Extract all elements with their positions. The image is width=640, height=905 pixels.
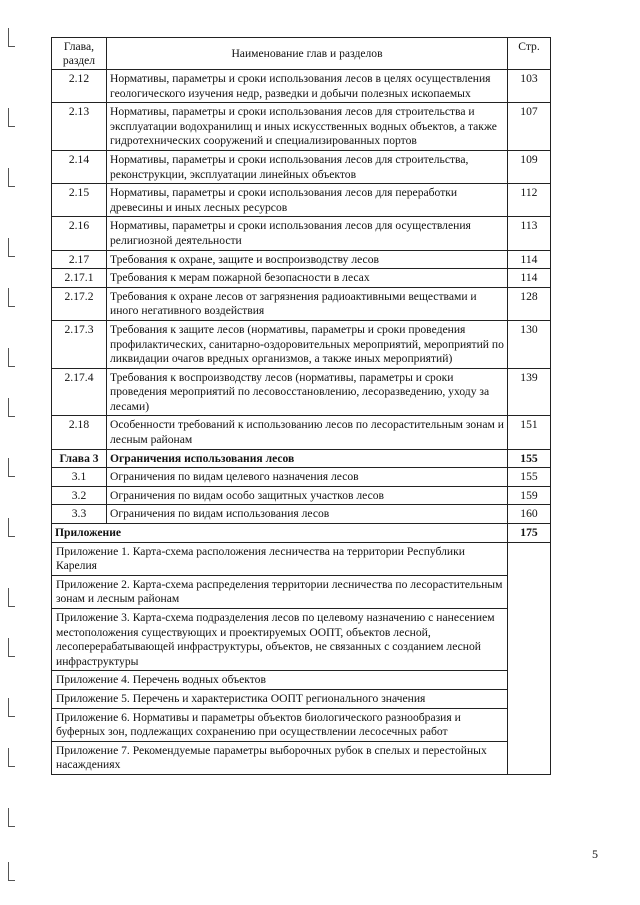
page-number: 5 bbox=[592, 847, 598, 861]
binding-margin bbox=[0, 0, 20, 905]
page-ref: 155 bbox=[508, 449, 551, 468]
toc-row bbox=[52, 150, 551, 183]
page-ref: 160 bbox=[508, 505, 551, 524]
section-title: Требования к охране лесов от загрязнения радиоактивными веществами и иного негативного воздействия bbox=[107, 287, 508, 320]
binding-tick bbox=[8, 398, 15, 417]
section-number: 2.14 bbox=[52, 150, 107, 183]
appendix-item-row bbox=[52, 708, 551, 741]
binding-tick bbox=[8, 638, 15, 657]
appendix-item: Приложение 6. Нормативы и параметры объектов биологического разнообразия и буферных зон, подлежащих сохранению при осуществлении лесосечных работ bbox=[52, 708, 508, 741]
binding-tick bbox=[8, 108, 15, 127]
appendix-heading-row bbox=[52, 524, 551, 543]
page-ref: 175 bbox=[508, 524, 551, 543]
section-number: 3.2 bbox=[52, 486, 107, 505]
section-number: 2.17 bbox=[52, 250, 107, 269]
toc-row bbox=[52, 250, 551, 269]
toc-table bbox=[51, 37, 551, 775]
section-title: Нормативы, параметры и сроки использования лесов для строительства и эксплуатации водохранилищ и иных искусственных водных объектов, а также гидротехнических сооружений и специализированных портов bbox=[107, 103, 508, 151]
binding-tick bbox=[8, 458, 15, 477]
page-ref: 139 bbox=[508, 368, 551, 416]
page-ref: 107 bbox=[508, 103, 551, 151]
page-ref-blank bbox=[508, 575, 551, 608]
toc-row bbox=[52, 486, 551, 505]
page-ref: 130 bbox=[508, 320, 551, 368]
page-ref-blank bbox=[508, 609, 551, 671]
section-number: 2.17.4 bbox=[52, 368, 107, 416]
chapter-row bbox=[52, 449, 551, 468]
binding-tick bbox=[8, 808, 15, 827]
appendix-title: Приложение bbox=[52, 524, 508, 543]
toc-row bbox=[52, 287, 551, 320]
toc-row bbox=[52, 416, 551, 449]
appendix-item: Приложение 2. Карта-схема распределения территории лесничества по лесорастительным зонам и лесным районам bbox=[52, 575, 508, 608]
section-number: 2.13 bbox=[52, 103, 107, 151]
section-number: 2.17.1 bbox=[52, 269, 107, 288]
section-number: 2.15 bbox=[52, 184, 107, 217]
toc-row bbox=[52, 184, 551, 217]
section-title: Нормативы, параметры и сроки использования лесов для строительства, реконструкции, эксплуатации линейных объектов bbox=[107, 150, 508, 183]
page-ref: 114 bbox=[508, 269, 551, 288]
appendix-item: Приложение 5. Перечень и характеристика ООПТ регионального значения bbox=[52, 689, 508, 708]
page-ref: 159 bbox=[508, 486, 551, 505]
section-number: 2.12 bbox=[52, 70, 107, 103]
appendix-item-row bbox=[52, 741, 551, 774]
section-title: Требования к мерам пожарной безопасности в лесах bbox=[107, 269, 508, 288]
binding-tick bbox=[8, 862, 15, 881]
page-ref-blank bbox=[508, 542, 551, 575]
appendix-item: Приложение 1. Карта-схема расположения лесничества на территории Республики Карелия bbox=[52, 542, 508, 575]
section-number: 3.3 bbox=[52, 505, 107, 524]
appendix-item-row bbox=[52, 542, 551, 575]
binding-tick bbox=[8, 748, 15, 767]
toc-body bbox=[52, 70, 551, 775]
page-ref: 112 bbox=[508, 184, 551, 217]
section-number: 2.18 bbox=[52, 416, 107, 449]
page-ref: 103 bbox=[508, 70, 551, 103]
chapter-number: Глава 3 bbox=[52, 449, 107, 468]
appendix-item: Приложение 7. Рекомендуемые параметры выборочных рубок в спелых и перестойных насаждениях bbox=[52, 741, 508, 774]
section-title: Нормативы, параметры и сроки использования лесов для осуществления религиозной деятельности bbox=[107, 217, 508, 250]
appendix-item-row bbox=[52, 575, 551, 608]
page-ref-blank bbox=[508, 741, 551, 774]
section-title: Требования к воспроизводству лесов (нормативы, параметры и сроки проведения мероприятий по лесовосстановлению, лесоразведению, уходу за лесами) bbox=[107, 368, 508, 416]
appendix-item-row bbox=[52, 609, 551, 671]
section-number: 3.1 bbox=[52, 468, 107, 487]
binding-tick bbox=[8, 518, 15, 537]
chapter-title: Ограничения использования лесов bbox=[107, 449, 508, 468]
binding-tick bbox=[8, 698, 15, 717]
section-title: Требования к охране, защите и воспроизводству лесов bbox=[107, 250, 508, 269]
toc-row bbox=[52, 468, 551, 487]
toc-row bbox=[52, 103, 551, 151]
section-title: Ограничения по видам особо защитных участков лесов bbox=[107, 486, 508, 505]
section-title: Нормативы, параметры и сроки использования лесов для переработки древесины и иных лесных ресурсов bbox=[107, 184, 508, 217]
section-number: 2.17.3 bbox=[52, 320, 107, 368]
header-title: Наименование глав и разделов bbox=[107, 38, 508, 70]
binding-tick bbox=[8, 288, 15, 307]
binding-tick bbox=[8, 238, 15, 257]
toc-row bbox=[52, 320, 551, 368]
section-title: Ограничения по видам использования лесов bbox=[107, 505, 508, 524]
appendix-item-row bbox=[52, 671, 551, 690]
page-ref: 114 bbox=[508, 250, 551, 269]
header-page: Стр. bbox=[508, 38, 551, 70]
binding-tick bbox=[8, 28, 15, 47]
appendix-item: Приложение 4. Перечень водных объектов bbox=[52, 671, 508, 690]
section-number: 2.16 bbox=[52, 217, 107, 250]
section-title: Требования к защите лесов (нормативы, параметры и сроки проведения профилактических, санитарно-оздоровительных мероприятий, мероприятий по ликвидации очагов вредных организмов, а также иных мероприятий) bbox=[107, 320, 508, 368]
toc-row bbox=[52, 368, 551, 416]
page-ref-blank bbox=[508, 671, 551, 690]
binding-tick bbox=[8, 588, 15, 607]
toc-row bbox=[52, 505, 551, 524]
appendix-item: Приложение 3. Карта-схема подразделения лесов по целевому назначению с нанесением местоположения существующих и проектируемых ООПТ, объектов лесной, лесоперерабатывающей инфраструктуры, объектов, не связанных с созданием лесной инфраструктуры bbox=[52, 609, 508, 671]
toc-row bbox=[52, 217, 551, 250]
section-title: Особенности требований к использованию лесов по лесорастительным зонам и лесным районам bbox=[107, 416, 508, 449]
appendix-item-row bbox=[52, 689, 551, 708]
toc-row bbox=[52, 269, 551, 288]
page-ref: 113 bbox=[508, 217, 551, 250]
page-ref: 155 bbox=[508, 468, 551, 487]
toc-header-row bbox=[52, 38, 551, 70]
section-number: 2.17.2 bbox=[52, 287, 107, 320]
page-ref: 151 bbox=[508, 416, 551, 449]
page-ref: 109 bbox=[508, 150, 551, 183]
binding-tick bbox=[8, 348, 15, 367]
header-chapter-section: Глава, раздел bbox=[52, 38, 107, 70]
page-ref: 128 bbox=[508, 287, 551, 320]
section-title: Нормативы, параметры и сроки использования лесов в целях осуществления геологического изучения недр, разведки и добычи полезных ископаемых bbox=[107, 70, 508, 103]
section-title: Ограничения по видам целевого назначения лесов bbox=[107, 468, 508, 487]
page-ref-blank bbox=[508, 689, 551, 708]
binding-tick bbox=[8, 168, 15, 187]
toc-row bbox=[52, 70, 551, 103]
page-ref-blank bbox=[508, 708, 551, 741]
